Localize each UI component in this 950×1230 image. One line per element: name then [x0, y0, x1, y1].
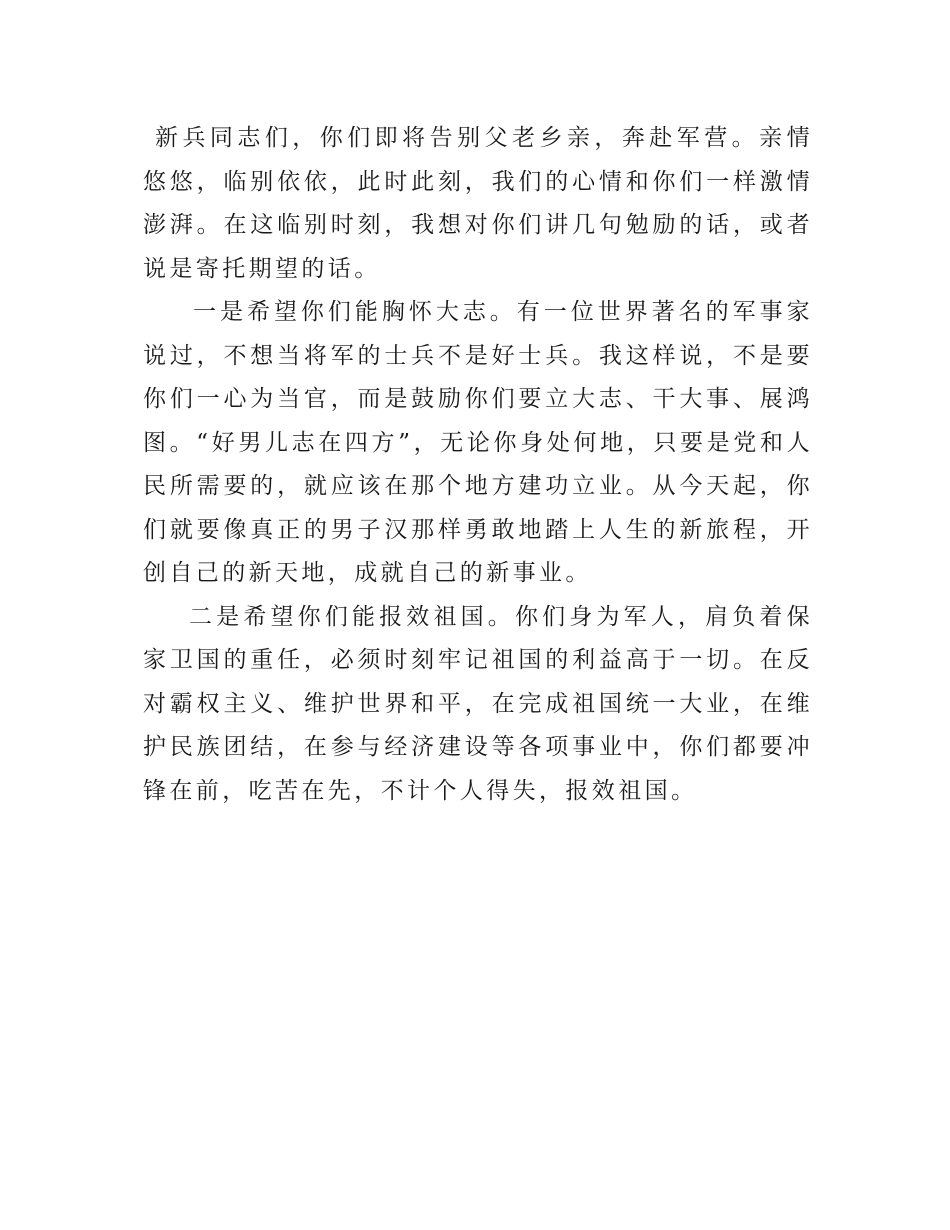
- document-body: [143, 117, 813, 813]
- paragraph-point-two: 二是希望你们能报效祖国。你们身为军人，肩负着保家卫国的重任，必须时刻牢记祖国的利益高于一切。在反对霸权主义、维护世界和平，在完成祖国统一大业，在维护民族团结，在参与经济建设等各项事业中，你们都要冲锋在前，吃苦在先，不计个人得失，报效祖国。: [143, 603, 813, 804]
- paragraph-point-one: 一是希望你们能胸怀大志。有一位世界著名的军事家说过，不想当将军的士兵不是好士兵。我这样说，不是要你们一心为当官，而是鼓励你们要立大志、干大事、展鸿图。“好男儿志在四方”，无论你身处何地，只要是党和人民所需要的，就应该在那个地方建功立业。从今天起，你们就要像真正的男子汉那样勇敢地踏上人生的新旅程，开创自己的新天地，成就自己的新事业。: [143, 299, 813, 586]
- paragraph-opening: 新兵同志们，你们即将告别父老乡亲，奔赴军营。亲情悠悠，临别依依，此时此刻，我们的心情和你们一样激情澎湃。在这临别时刻，我想对你们讲几句勉励的话，或者说是寄托期望的话。: [143, 125, 813, 282]
